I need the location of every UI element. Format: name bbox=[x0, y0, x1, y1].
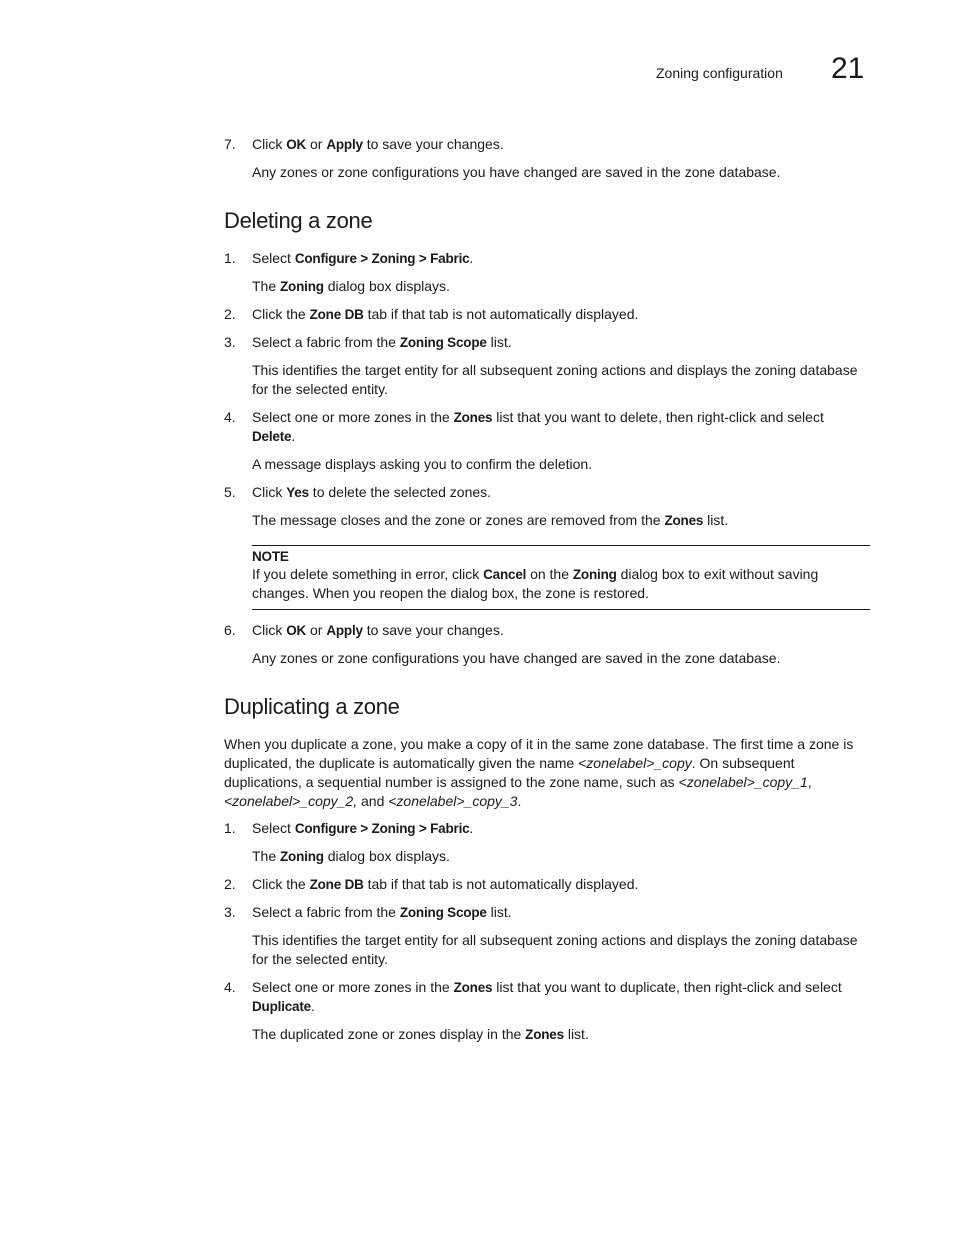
running-header-title: Zoning configuration bbox=[656, 65, 783, 81]
step-number: 3. bbox=[224, 904, 236, 920]
step-result: The duplicated zone or zones display in the Zones list. bbox=[252, 1026, 589, 1042]
step-number: 3. bbox=[224, 334, 236, 350]
step-result: Any zones or zone configurations you have changed are saved in the zone database. bbox=[252, 164, 781, 180]
step-text: Click Yes to delete the selected zones. bbox=[252, 484, 492, 500]
step-text: Select a fabric from the Zoning Scope list. bbox=[252, 334, 512, 350]
note-text: If you delete something in error, click Cancel on the Zoning dialog box to exit without saving changes. When you reopen the dialog box, the zone is restored. bbox=[252, 566, 819, 601]
step-result: This identifies the target entity for all subsequent zoning actions and displays the zoning database for the selected entity. bbox=[252, 362, 858, 397]
step-result: The Zoning dialog box displays. bbox=[252, 848, 450, 864]
step-text: Select a fabric from the Zoning Scope list. bbox=[252, 904, 512, 920]
step-number: 6. bbox=[224, 622, 236, 638]
note-label: NOTE bbox=[252, 549, 289, 564]
step-text: Click OK or Apply to save your changes. bbox=[252, 136, 504, 152]
step-number: 4. bbox=[224, 979, 236, 995]
step-text: Click the Zone DB tab if that tab is not automatically displayed. bbox=[252, 876, 639, 892]
step-number: 2. bbox=[224, 876, 236, 892]
step-number: 5. bbox=[224, 484, 236, 500]
step-number: 1. bbox=[224, 820, 236, 836]
step-text: Select Configure > Zoning > Fabric. bbox=[252, 820, 474, 836]
step-result: The Zoning dialog box displays. bbox=[252, 278, 450, 294]
step-text: Click the Zone DB tab if that tab is not automatically displayed. bbox=[252, 306, 639, 322]
step-text: Select one or more zones in the Zones list that you want to duplicate, then right-click and select Duplicate. bbox=[252, 979, 842, 1014]
section-heading-duplicating: Duplicating a zone bbox=[224, 694, 400, 719]
step-number: 2. bbox=[224, 306, 236, 322]
section-heading-deleting: Deleting a zone bbox=[224, 208, 373, 233]
ui-label-ok: OK bbox=[286, 137, 307, 152]
step-result: A message displays asking you to confirm the deletion. bbox=[252, 456, 593, 472]
step-number: 4. bbox=[224, 409, 236, 425]
intro-paragraph: When you duplicate a zone, you make a copy of it in the same zone database. The first time a zone is duplicated, the duplicate is automatically given the name <zonelabel>_copy. On subsequent duplications, a sequential number is assigned to the zone name, such as <zonelabel>_copy_1, <zonelabel>_copy_2, and <zonelabel>_copy_3. bbox=[224, 736, 854, 809]
step-text: Select Configure > Zoning > Fabric. bbox=[252, 250, 474, 266]
chapter-number: 21 bbox=[831, 52, 865, 85]
step-number: 1. bbox=[224, 250, 236, 266]
step-result: Any zones or zone configurations you have changed are saved in the zone database. bbox=[252, 650, 781, 666]
step-text: Select one or more zones in the Zones list that you want to delete, then right-click and select Delete. bbox=[252, 409, 824, 444]
note-top-rule bbox=[252, 545, 870, 546]
step-result: This identifies the target entity for all subsequent zoning actions and displays the zoning database for the selected entity. bbox=[252, 932, 858, 967]
step-text: Click OK or Apply to save your changes. bbox=[252, 622, 504, 638]
note-bottom-rule bbox=[252, 609, 870, 610]
ui-label-apply: Apply bbox=[326, 137, 363, 152]
step-number: 7. bbox=[224, 136, 236, 152]
ui-menu-path: Configure > Zoning > Fabric bbox=[294, 251, 470, 266]
step-result: The message closes and the zone or zones are removed from the Zones list. bbox=[252, 512, 729, 528]
